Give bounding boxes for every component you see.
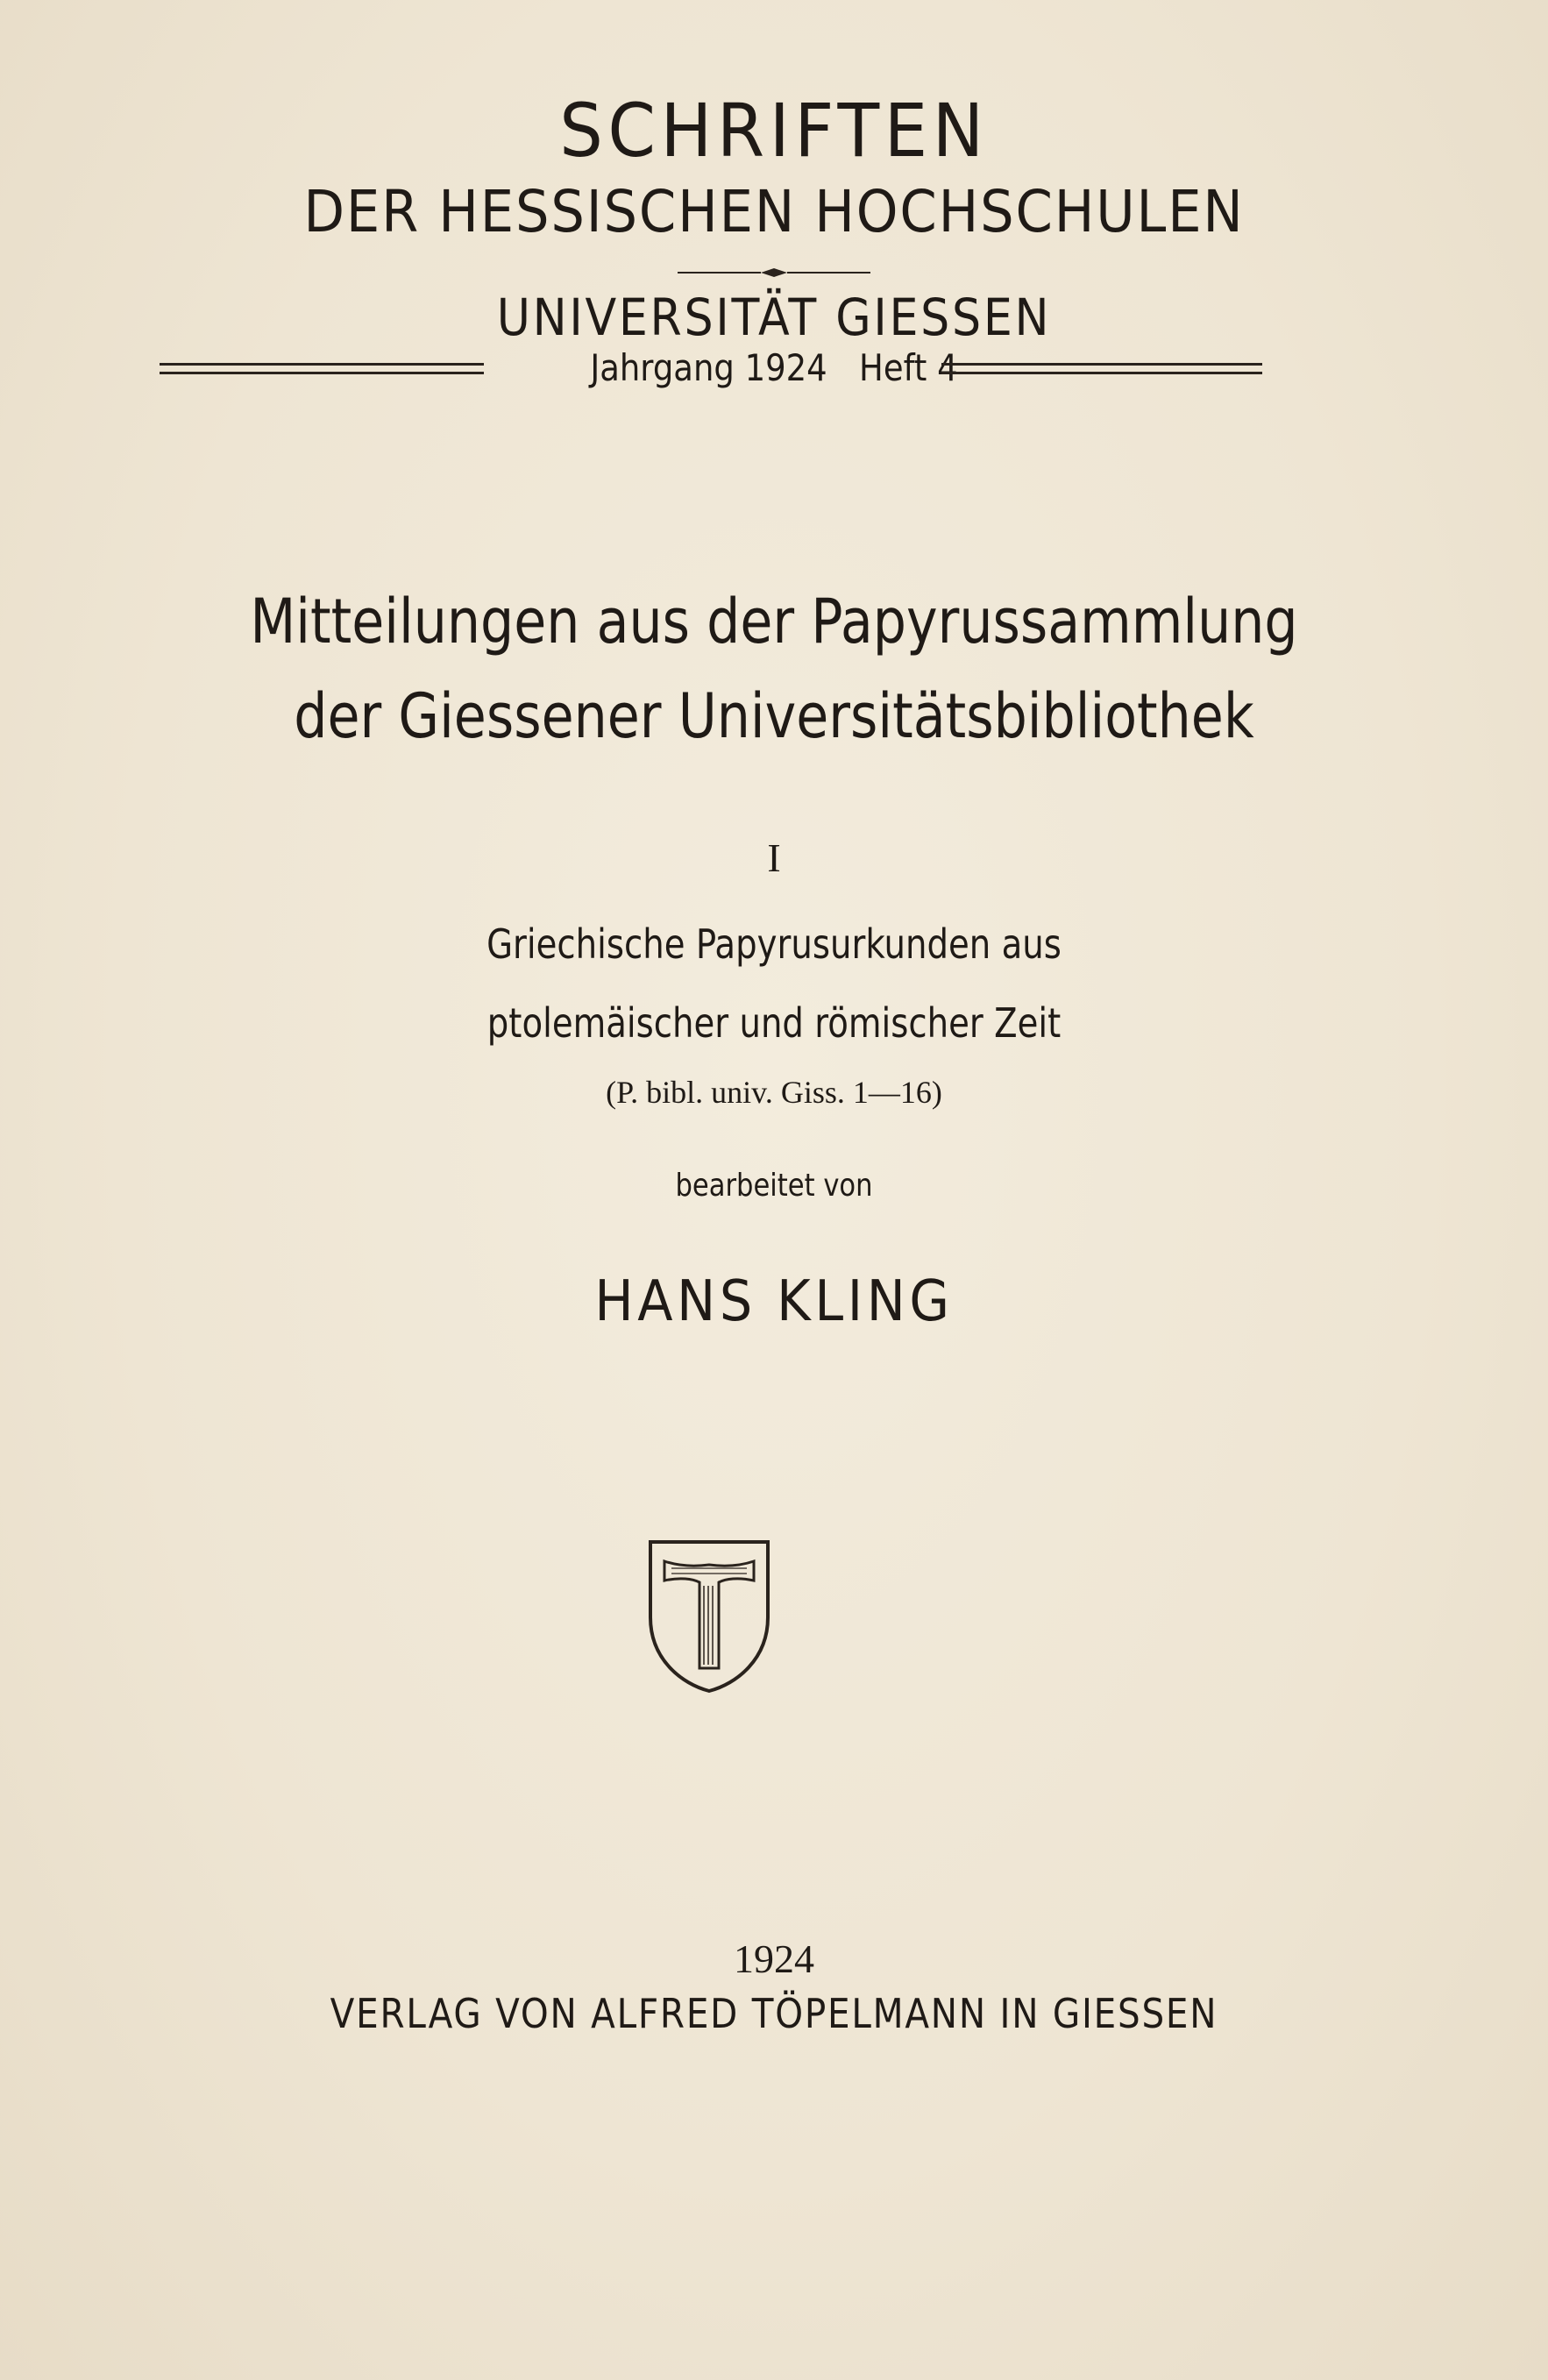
issue-number: Heft 4 <box>859 346 958 389</box>
issue-year: Jahrgang 1924 <box>590 346 827 389</box>
papyrus-reference: (P. bibl. univ. Giss. 1—16) <box>606 1075 942 1110</box>
publication-year: 1924 <box>734 1936 814 1981</box>
university-name: UNIVERSITÄT GIESSEN <box>496 288 1052 347</box>
series-subtitle: DER HESSISCHEN HOCHSCHULEN <box>303 178 1245 245</box>
main-title-line-1: Mitteilungen aus der Papyrussammlung <box>250 586 1298 657</box>
author-name: HANS KLING <box>594 1269 954 1334</box>
tau-cross-shield-icon <box>645 1537 773 1694</box>
series-title: SCHRIFTEN <box>559 88 989 174</box>
subtitle-line-1: Griechische Papyrusurkunden aus <box>486 920 1062 968</box>
ornament-divider-icon <box>678 266 870 279</box>
publisher-line: VERLAG VON ALFRED TÖPELMANN IN GIESSEN <box>330 1990 1218 2037</box>
main-title-line-2: der Giessener Universitätsbibliothek <box>294 680 1254 752</box>
volume-number: I <box>767 835 781 880</box>
subtitle-line-2: ptolemäischer und römischer Zeit <box>486 999 1062 1047</box>
edited-by-label: bearbeitet von <box>675 1168 873 1204</box>
double-rule-right <box>941 363 1262 374</box>
